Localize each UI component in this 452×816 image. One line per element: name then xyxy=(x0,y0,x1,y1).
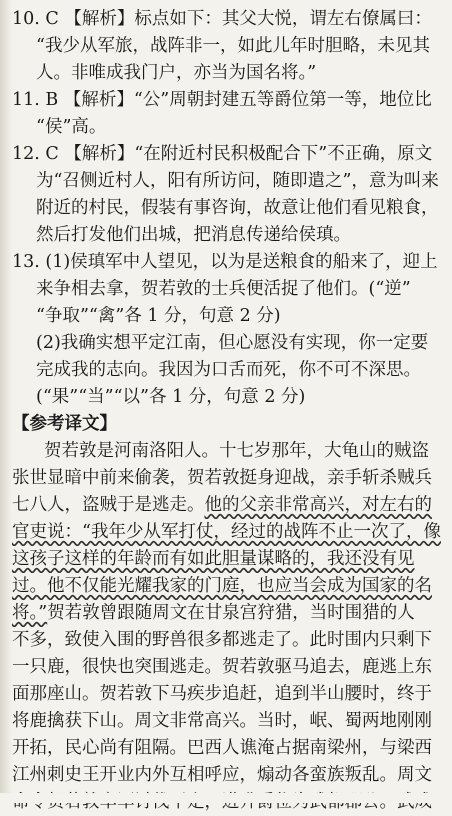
text-line: “我少从军旅，战阵非一，如此儿年时胆略，未见其 xyxy=(36,36,430,56)
translation-line xyxy=(12,708,442,735)
translation-text: 贺若敦曾跟随周文在甘泉宫狩猎，当时围猎的人 xyxy=(47,603,415,623)
question-10-answer xyxy=(12,6,442,87)
question-13-answer xyxy=(12,249,442,411)
translation-line xyxy=(12,519,442,546)
translation-text: 面那座山。贺若敦下马疾步追赶，追到半山腰时，终于 xyxy=(12,684,432,704)
text-line: (“果”“当”“以”各 1 分，句意 2 分) xyxy=(36,387,306,407)
page-bottom xyxy=(0,793,452,803)
text-line: 然后打发他们出城，把消息传递给侯瑱。 xyxy=(36,225,351,245)
translation-line xyxy=(12,600,442,627)
wavy-underlined-text: 这孩子这样的年龄而有如此胆量谋略的，我还没有见 xyxy=(12,549,415,569)
wavy-underlined-text: 过。他不仅能光耀我家的门庭，也应当会成为国家的名 xyxy=(12,576,432,596)
text-line: 11. B 【解析】“公”周朝封建五等爵位第一等，地位比 xyxy=(12,90,432,110)
translation-line xyxy=(12,735,442,762)
page-edge-shadow xyxy=(0,0,12,803)
text-line: 为“召侧近村人，阳有所访问，随即遣之”，意为叫来 xyxy=(36,171,439,191)
translation-line xyxy=(12,465,442,492)
reference-translation xyxy=(12,411,442,816)
translation-line xyxy=(12,681,442,708)
translation-line xyxy=(12,627,442,654)
text-line: “争取”“禽”各 1 分，句意 2 分) xyxy=(36,306,281,326)
translation-body xyxy=(12,438,442,816)
translation-text: 贺若敦是河南洛阳人。十七岁那年，大龟山的贼盗 xyxy=(44,441,429,461)
translation-line xyxy=(12,546,442,573)
translation-text: 不多，致使入围的野兽很多都逃走了。此时围内只剩下 xyxy=(12,630,432,650)
text-line: 10. C 【解析】标点如下：其父大悦，谓左右僚属曰： xyxy=(12,9,432,29)
translation-line xyxy=(12,438,442,465)
text-line: 附近的村民，假装有事咨询，故意让他们看见粮食， xyxy=(36,198,439,218)
translation-line xyxy=(12,654,442,681)
translation-text: 江州刺史王开业内外互相呼应，煽动各蛮族叛乱。周文 xyxy=(12,765,432,785)
translation-text: 张世显暗中前来偷袭，贺若敦挺身迎战，亲手斩杀贼兵 xyxy=(12,468,432,488)
wavy-underlined-text: 将。” xyxy=(12,603,48,623)
translation-text: 开拓，民心尚有阻隔。巴西人谯淹占据南梁州，与梁西 xyxy=(12,738,432,758)
wavy-underlined-text: 官吏说：“我年少从军打仗，经过的战阵不止一次了，像 xyxy=(12,522,441,542)
translation-text: 七八人，盗贼于是逃走。 xyxy=(12,495,205,515)
translation-text: 一只鹿，很快也突围逃走。贺若敦驱马追去，鹿逃上东 xyxy=(12,657,432,677)
text-line: 12. C 【解析】“在附近村民积极配合下”不正确，原文 xyxy=(12,144,433,164)
text-line: 来争相去拿，贺若敦的士兵便活捉了他们。(“逆” xyxy=(36,279,411,299)
translation-text: 将鹿擒获下山。周文非常高兴。当时，岷、蜀两地刚刚 xyxy=(12,711,432,731)
text-line: 13. (1)侯瑱军中人望见，以为是送粮食的船来了，迎上 xyxy=(12,252,438,272)
text-line: 完成我的志向。我因为口舌而死，你不可不深思。 xyxy=(36,360,421,380)
translation-line xyxy=(12,762,442,789)
translation-line xyxy=(12,573,442,600)
wavy-underlined-text: 他的父亲非常高兴，对左右的 xyxy=(204,495,432,515)
translation-header: 【参考译文】 xyxy=(12,414,117,434)
question-12-answer xyxy=(12,141,442,249)
translation-line xyxy=(12,492,442,519)
text-line: “侯”高。 xyxy=(36,117,107,137)
text-line: (2)我确实想平定江南，但心愿没有实现，你一定要 xyxy=(36,333,429,353)
question-11-answer xyxy=(12,87,442,141)
text-line: 人。非唯成我门户，亦当为国名将。” xyxy=(36,63,317,83)
